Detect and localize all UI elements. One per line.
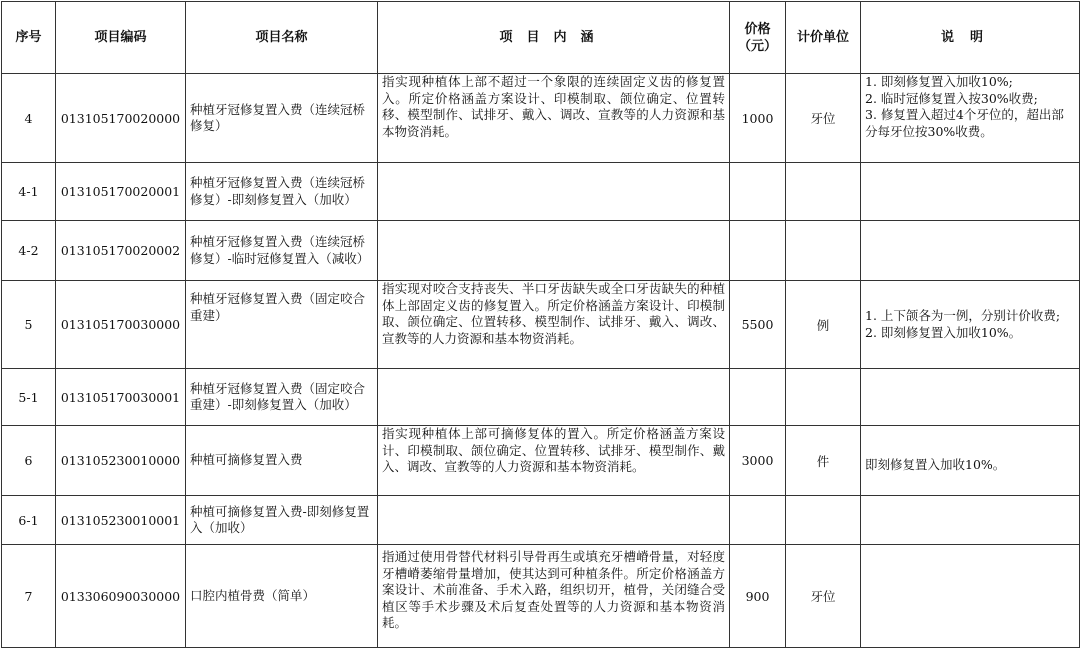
cell-code: 013105170020002 bbox=[56, 221, 186, 281]
cell-price bbox=[730, 369, 786, 426]
cell-price: 3000 bbox=[730, 426, 786, 496]
table-row bbox=[2, 426, 1080, 496]
cell-seq: 4-1 bbox=[2, 163, 56, 221]
cell-content: 指实现种植体上部不超过一个象限的连续固定义齿的修复置入。所定价格涵盖方案设计、印模制取、颌位确定、位置转移、模型制作、试排牙、戴入、调改、宣教等的人力资源和基本物资消耗。 bbox=[378, 74, 730, 163]
cell-unit bbox=[786, 496, 861, 545]
cell-notes bbox=[861, 74, 1080, 163]
header-unit: 计价单位 bbox=[786, 2, 861, 74]
cell-unit bbox=[786, 163, 861, 221]
table-row bbox=[2, 496, 1080, 545]
header-name: 项目名称 bbox=[186, 2, 378, 74]
cell-code: 013105170020001 bbox=[56, 163, 186, 221]
fee-table bbox=[1, 1, 1080, 648]
cell-notes bbox=[861, 281, 1080, 369]
table-row bbox=[2, 281, 1080, 369]
cell-unit: 牙位 bbox=[786, 545, 861, 648]
note-line: 即刻修复置入加收10%。 bbox=[865, 457, 1006, 473]
cell-unit: 牙位 bbox=[786, 74, 861, 163]
cell-content: 指通过使用骨替代材料引导骨再生或填充牙槽嵴骨量，对轻度牙槽嵴萎缩骨量增加，使其达到可种植条件。所定价格涵盖方案设计、术前准备、手术入路，组织切开，植骨，关闭缝合受植区等手术步骤及术后复查处置等的人力资源和基本物资消耗。 bbox=[378, 545, 730, 648]
cell-seq: 6-1 bbox=[2, 496, 56, 545]
cell-notes bbox=[861, 221, 1080, 281]
cell-name: 种植牙冠修复置入费（固定咬合重建） bbox=[186, 281, 378, 369]
cell-price: 900 bbox=[730, 545, 786, 648]
cell-price: 1000 bbox=[730, 74, 786, 163]
cell-seq: 5-1 bbox=[2, 369, 56, 426]
cell-price bbox=[730, 221, 786, 281]
cell-content bbox=[378, 496, 730, 545]
cell-content bbox=[378, 221, 730, 281]
cell-unit bbox=[786, 369, 861, 426]
note-line: 3. 修复置入超过4个牙位的，超出部分每牙位按30%收费。 bbox=[865, 107, 1064, 139]
note-line: 1. 上下颌各为一例，分别计价收费; bbox=[865, 308, 1061, 323]
table-row bbox=[2, 369, 1080, 426]
cell-name: 种植可摘修复置入费 bbox=[186, 426, 378, 496]
cell-content bbox=[378, 163, 730, 221]
cell-notes bbox=[861, 369, 1080, 426]
cell-name: 种植可摘修复置入费-即刻修复置入（加收） bbox=[186, 496, 378, 545]
cell-code: 013105170020000 bbox=[56, 74, 186, 163]
cell-unit: 件 bbox=[786, 426, 861, 496]
cell-content: 指实现种植体上部可摘修复体的置入。所定价格涵盖方案设计、印模制取、颌位确定、位置转移、试排牙、模型制作、戴入、调改、宣教等的人力资源和基本物资消耗。 bbox=[378, 426, 730, 496]
table-row bbox=[2, 74, 1080, 163]
cell-notes bbox=[861, 426, 1080, 496]
cell-code: 013105170030001 bbox=[56, 369, 186, 426]
cell-content: 指实现对咬合支持丧失、半口牙齿缺失或全口牙齿缺失的种植体上部固定义齿的修复置入。所定价格涵盖方案设计、印模制取、颌位确定、位置转移、模型制作、试排牙、戴入、调改、宣教等的人力资源和基本物资消耗。 bbox=[378, 281, 730, 369]
table-row bbox=[2, 221, 1080, 281]
cell-unit bbox=[786, 221, 861, 281]
cell-name: 种植牙冠修复置入费（连续冠桥修复）-临时冠修复置入（减收） bbox=[186, 221, 378, 281]
header-code: 项目编码 bbox=[56, 2, 186, 74]
cell-code: 013105230010001 bbox=[56, 496, 186, 545]
cell-price bbox=[730, 496, 786, 545]
cell-notes bbox=[861, 496, 1080, 545]
note-line: 2. 即刻修复置入加收10%。 bbox=[865, 324, 1022, 340]
header-desc: 说明 bbox=[861, 2, 1080, 74]
header-row bbox=[2, 2, 1080, 74]
note-line: 1. 即刻修复置入加收10%; bbox=[865, 74, 1013, 89]
header-price: 价格（元） bbox=[730, 2, 786, 74]
cell-price bbox=[730, 163, 786, 221]
cell-seq: 6 bbox=[2, 426, 56, 496]
cell-notes bbox=[861, 163, 1080, 221]
cell-notes bbox=[861, 545, 1080, 648]
header-seq: 序号 bbox=[2, 2, 56, 74]
cell-code: 013105170030000 bbox=[56, 281, 186, 369]
cell-name: 种植牙冠修复置入费（连续冠桥修复） bbox=[186, 74, 378, 163]
cell-name: 口腔内植骨费（简单） bbox=[186, 545, 378, 648]
cell-seq: 7 bbox=[2, 545, 56, 648]
cell-seq: 5 bbox=[2, 281, 56, 369]
cell-seq: 4-2 bbox=[2, 221, 56, 281]
table-row bbox=[2, 545, 1080, 648]
note-line: 2. 临时冠修复置入按30%收费; bbox=[865, 90, 1038, 106]
cell-seq: 4 bbox=[2, 74, 56, 163]
cell-name: 种植牙冠修复置入费（固定咬合重建）-即刻修复置入（加收） bbox=[186, 369, 378, 426]
cell-code: 013105230010000 bbox=[56, 426, 186, 496]
header-content: 项目内涵 bbox=[378, 2, 730, 74]
cell-code: 013306090030000 bbox=[56, 545, 186, 648]
cell-content bbox=[378, 369, 730, 426]
cell-name: 种植牙冠修复置入费（连续冠桥修复）-即刻修复置入（加收） bbox=[186, 163, 378, 221]
table-row bbox=[2, 163, 1080, 221]
cell-price: 5500 bbox=[730, 281, 786, 369]
cell-unit: 例 bbox=[786, 281, 861, 369]
